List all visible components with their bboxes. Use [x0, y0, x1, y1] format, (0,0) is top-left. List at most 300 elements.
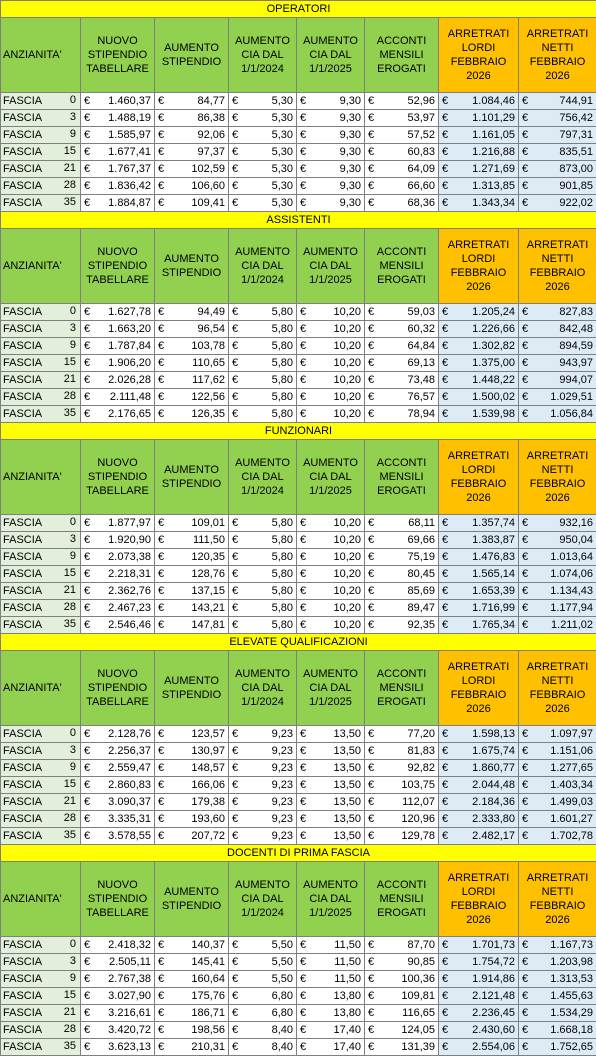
value-cell[interactable] — [519, 389, 596, 406]
value-cell[interactable] — [365, 760, 439, 777]
value-cell[interactable] — [519, 406, 596, 423]
value-cell[interactable] — [229, 195, 297, 212]
value-cell[interactable] — [297, 532, 365, 549]
value-cell[interactable] — [365, 110, 439, 127]
fascia-cell[interactable] — [1, 304, 81, 321]
fascia-cell[interactable] — [1, 195, 81, 212]
value-cell[interactable] — [519, 600, 596, 617]
value-cell[interactable] — [229, 726, 297, 743]
value-cell[interactable] — [229, 566, 297, 583]
value-cell[interactable] — [365, 794, 439, 811]
fascia-cell[interactable] — [1, 1005, 81, 1022]
value-cell[interactable] — [439, 532, 519, 549]
value-cell[interactable] — [519, 321, 596, 338]
fascia-cell[interactable] — [1, 372, 81, 389]
value-cell[interactable] — [365, 178, 439, 195]
value-cell[interactable] — [297, 178, 365, 195]
value-cell[interactable] — [365, 971, 439, 988]
value-cell[interactable] — [155, 127, 229, 144]
currency-symbol: € — [232, 829, 238, 843]
fascia-cell[interactable] — [1, 617, 81, 634]
value-cell[interactable] — [365, 389, 439, 406]
fascia-cell[interactable] — [1, 828, 81, 845]
value-cell[interactable] — [365, 1022, 439, 1039]
value-cell[interactable] — [519, 161, 596, 178]
value-cell[interactable] — [519, 338, 596, 355]
value-cell[interactable] — [155, 110, 229, 127]
value-cell[interactable] — [81, 110, 155, 127]
value-cell[interactable] — [81, 144, 155, 161]
value-cell[interactable] — [519, 1005, 596, 1022]
value-cell[interactable] — [297, 828, 365, 845]
fascia-label: FASCIA — [3, 779, 42, 791]
value-cell[interactable] — [155, 338, 229, 355]
fascia-cell[interactable] — [1, 971, 81, 988]
value-cell[interactable] — [155, 743, 229, 760]
value-cell[interactable] — [229, 811, 297, 828]
value-cell[interactable] — [297, 743, 365, 760]
value-cell[interactable] — [81, 1022, 155, 1039]
column-header: ARRETRATI LORDI FEBBRAIO 2026 — [439, 651, 519, 726]
value-cell[interactable] — [519, 617, 596, 634]
fascia-cell[interactable] — [1, 389, 81, 406]
currency-symbol: € — [158, 829, 164, 843]
value-cell[interactable] — [519, 811, 596, 828]
value-cell[interactable] — [81, 93, 155, 110]
value-cell[interactable] — [155, 566, 229, 583]
value-cell[interactable] — [439, 777, 519, 794]
currency-symbol: € — [158, 812, 164, 826]
fascia-cell[interactable] — [1, 743, 81, 760]
value-cell[interactable] — [229, 355, 297, 372]
amount: 92,06 — [197, 128, 225, 142]
value-cell[interactable] — [439, 988, 519, 1005]
value-cell[interactable] — [81, 372, 155, 389]
fascia-cell[interactable] — [1, 93, 81, 110]
value-cell[interactable] — [229, 338, 297, 355]
value-cell[interactable] — [81, 127, 155, 144]
value-cell[interactable] — [229, 389, 297, 406]
value-cell[interactable] — [81, 532, 155, 549]
fascia-cell[interactable] — [1, 583, 81, 600]
value-cell[interactable] — [439, 355, 519, 372]
value-cell[interactable] — [297, 1005, 365, 1022]
currency-symbol: € — [300, 618, 306, 632]
fascia-cell[interactable] — [1, 127, 81, 144]
value-cell[interactable] — [297, 726, 365, 743]
value-cell[interactable] — [365, 777, 439, 794]
currency-symbol: € — [232, 356, 238, 370]
value-cell[interactable] — [81, 566, 155, 583]
value-cell[interactable] — [155, 760, 229, 777]
value-cell[interactable] — [439, 583, 519, 600]
value-cell[interactable] — [81, 937, 155, 954]
fascia-cell[interactable] — [1, 110, 81, 127]
value-cell[interactable] — [439, 828, 519, 845]
value-cell[interactable] — [365, 617, 439, 634]
value-cell[interactable] — [155, 355, 229, 372]
value-cell[interactable] — [519, 178, 596, 195]
value-cell[interactable] — [229, 617, 297, 634]
column-header: NUOVO STIPENDIO TABELLARE — [81, 651, 155, 726]
value-cell[interactable] — [229, 406, 297, 423]
amount: 147,81 — [191, 618, 225, 632]
value-cell[interactable] — [439, 743, 519, 760]
value-cell[interactable] — [297, 338, 365, 355]
value-cell[interactable] — [81, 760, 155, 777]
value-cell[interactable] — [155, 811, 229, 828]
value-cell[interactable] — [519, 110, 596, 127]
value-cell[interactable] — [297, 600, 365, 617]
value-cell[interactable] — [229, 144, 297, 161]
amount: 9,23 — [272, 761, 293, 775]
value-cell[interactable] — [155, 937, 229, 954]
value-cell[interactable] — [297, 566, 365, 583]
value-cell[interactable] — [81, 726, 155, 743]
value-cell[interactable] — [155, 372, 229, 389]
value-cell[interactable] — [229, 1005, 297, 1022]
value-cell[interactable] — [365, 583, 439, 600]
value-cell[interactable] — [519, 304, 596, 321]
table-row — [1, 406, 596, 423]
value-cell[interactable] — [155, 954, 229, 971]
value-cell[interactable] — [229, 161, 297, 178]
value-cell[interactable] — [365, 304, 439, 321]
value-cell[interactable] — [155, 195, 229, 212]
value-cell[interactable] — [297, 321, 365, 338]
value-cell[interactable] — [155, 549, 229, 566]
value-cell[interactable] — [155, 583, 229, 600]
fascia-cell[interactable] — [1, 988, 81, 1005]
value-cell[interactable] — [81, 828, 155, 845]
value-cell[interactable] — [365, 515, 439, 532]
value-cell[interactable] — [81, 1039, 155, 1056]
value-cell[interactable] — [519, 726, 596, 743]
value-cell[interactable] — [519, 954, 596, 971]
value-cell[interactable] — [297, 389, 365, 406]
value-cell[interactable] — [229, 583, 297, 600]
value-cell[interactable] — [439, 1022, 519, 1039]
value-cell[interactable] — [365, 355, 439, 372]
value-cell[interactable] — [365, 321, 439, 338]
fascia-cell[interactable] — [1, 338, 81, 355]
value-cell[interactable] — [229, 1039, 297, 1056]
value-cell[interactable] — [81, 355, 155, 372]
value-cell[interactable] — [365, 811, 439, 828]
value-cell[interactable] — [519, 1039, 596, 1056]
value-cell[interactable] — [365, 743, 439, 760]
value-cell[interactable] — [229, 794, 297, 811]
currency-symbol: € — [84, 407, 90, 421]
value-cell[interactable] — [297, 406, 365, 423]
value-cell[interactable] — [439, 600, 519, 617]
value-cell[interactable] — [229, 600, 297, 617]
amount: 1.074,06 — [550, 567, 593, 581]
value-cell[interactable] — [81, 971, 155, 988]
fascia-cell[interactable] — [1, 777, 81, 794]
value-cell[interactable] — [81, 811, 155, 828]
value-cell[interactable] — [365, 549, 439, 566]
value-cell[interactable] — [297, 988, 365, 1005]
value-cell[interactable] — [439, 971, 519, 988]
value-cell[interactable] — [519, 515, 596, 532]
value-cell[interactable] — [439, 1039, 519, 1056]
value-cell[interactable] — [155, 1005, 229, 1022]
value-cell[interactable] — [439, 566, 519, 583]
value-cell[interactable] — [155, 971, 229, 988]
value-cell[interactable] — [439, 1005, 519, 1022]
fascia-cell[interactable] — [1, 144, 81, 161]
value-cell[interactable] — [155, 794, 229, 811]
value-cell[interactable] — [229, 760, 297, 777]
value-cell[interactable] — [229, 110, 297, 127]
value-cell[interactable] — [439, 811, 519, 828]
value-cell[interactable] — [439, 195, 519, 212]
value-cell[interactable] — [439, 144, 519, 161]
value-cell[interactable] — [519, 549, 596, 566]
value-cell[interactable] — [519, 583, 596, 600]
value-cell[interactable] — [155, 515, 229, 532]
value-cell[interactable] — [229, 321, 297, 338]
value-cell[interactable] — [297, 127, 365, 144]
currency-symbol: € — [522, 516, 528, 530]
value-cell[interactable] — [519, 1022, 596, 1039]
value-cell[interactable] — [81, 794, 155, 811]
value-cell[interactable] — [519, 777, 596, 794]
value-cell[interactable] — [439, 794, 519, 811]
fascia-cell[interactable] — [1, 954, 81, 971]
value-cell[interactable] — [155, 389, 229, 406]
value-cell[interactable] — [365, 127, 439, 144]
fascia-cell[interactable] — [1, 794, 81, 811]
value-cell[interactable] — [365, 532, 439, 549]
value-cell[interactable] — [365, 937, 439, 954]
value-cell[interactable] — [365, 144, 439, 161]
value-cell[interactable] — [297, 93, 365, 110]
value-cell[interactable] — [81, 988, 155, 1005]
value-cell[interactable] — [519, 355, 596, 372]
value-cell[interactable] — [229, 127, 297, 144]
value-cell[interactable] — [155, 828, 229, 845]
value-cell[interactable] — [439, 93, 519, 110]
fascia-cell[interactable] — [1, 321, 81, 338]
value-cell[interactable] — [81, 600, 155, 617]
value-cell[interactable] — [229, 971, 297, 988]
fascia-cell[interactable] — [1, 178, 81, 195]
value-cell[interactable] — [519, 828, 596, 845]
value-cell[interactable] — [229, 828, 297, 845]
value-cell[interactable] — [519, 971, 596, 988]
value-cell[interactable] — [229, 954, 297, 971]
value-cell[interactable] — [155, 144, 229, 161]
value-cell[interactable] — [229, 304, 297, 321]
value-cell[interactable] — [297, 617, 365, 634]
value-cell[interactable] — [297, 161, 365, 178]
fascia-cell[interactable] — [1, 406, 81, 423]
value-cell[interactable] — [519, 372, 596, 389]
value-cell[interactable] — [229, 743, 297, 760]
value-cell[interactable] — [519, 760, 596, 777]
value-cell[interactable] — [439, 617, 519, 634]
value-cell[interactable] — [365, 1005, 439, 1022]
value-cell[interactable] — [439, 760, 519, 777]
value-cell[interactable] — [81, 583, 155, 600]
value-cell[interactable] — [81, 406, 155, 423]
value-cell[interactable] — [229, 988, 297, 1005]
value-cell[interactable] — [439, 338, 519, 355]
value-cell[interactable] — [439, 726, 519, 743]
value-cell[interactable] — [519, 988, 596, 1005]
value-cell[interactable] — [229, 777, 297, 794]
value-cell[interactable] — [297, 355, 365, 372]
value-cell[interactable] — [439, 549, 519, 566]
value-cell[interactable] — [297, 549, 365, 566]
value-cell[interactable] — [81, 178, 155, 195]
value-cell[interactable] — [519, 743, 596, 760]
value-cell[interactable] — [155, 93, 229, 110]
value-cell[interactable] — [155, 726, 229, 743]
value-cell[interactable] — [365, 1039, 439, 1056]
fascia-cell[interactable] — [1, 600, 81, 617]
value-cell[interactable] — [365, 600, 439, 617]
value-cell[interactable] — [365, 406, 439, 423]
value-cell[interactable] — [155, 988, 229, 1005]
value-cell[interactable] — [81, 161, 155, 178]
value-cell[interactable] — [297, 760, 365, 777]
value-cell[interactable] — [297, 937, 365, 954]
value-cell[interactable] — [439, 321, 519, 338]
value-cell[interactable] — [365, 195, 439, 212]
value-cell[interactable] — [155, 532, 229, 549]
value-cell[interactable] — [439, 954, 519, 971]
currency-symbol: € — [84, 356, 90, 370]
value-cell[interactable] — [439, 389, 519, 406]
value-cell[interactable] — [519, 195, 596, 212]
fascia-cell[interactable] — [1, 1022, 81, 1039]
value-cell[interactable] — [155, 1039, 229, 1056]
value-cell[interactable] — [155, 777, 229, 794]
fascia-cell[interactable] — [1, 532, 81, 549]
fascia-cell[interactable] — [1, 549, 81, 566]
value-cell[interactable] — [365, 828, 439, 845]
value-cell[interactable] — [519, 794, 596, 811]
value-cell[interactable] — [297, 583, 365, 600]
value-cell[interactable] — [81, 549, 155, 566]
value-cell[interactable] — [439, 304, 519, 321]
value-cell[interactable] — [297, 1039, 365, 1056]
value-cell[interactable] — [155, 617, 229, 634]
value-cell[interactable] — [365, 161, 439, 178]
value-cell[interactable] — [229, 515, 297, 532]
value-cell[interactable] — [519, 144, 596, 161]
value-cell[interactable] — [365, 566, 439, 583]
value-cell[interactable] — [297, 144, 365, 161]
value-cell[interactable] — [439, 937, 519, 954]
value-cell[interactable] — [439, 372, 519, 389]
fascia-cell[interactable] — [1, 726, 81, 743]
value-cell[interactable] — [297, 372, 365, 389]
value-cell[interactable] — [519, 566, 596, 583]
value-cell[interactable] — [297, 777, 365, 794]
value-cell[interactable] — [229, 549, 297, 566]
value-cell[interactable] — [229, 532, 297, 549]
value-cell[interactable] — [297, 954, 365, 971]
value-cell[interactable] — [365, 954, 439, 971]
fascia-cell[interactable] — [1, 760, 81, 777]
value-cell[interactable] — [297, 1022, 365, 1039]
value-cell[interactable] — [365, 372, 439, 389]
value-cell[interactable] — [155, 304, 229, 321]
value-cell[interactable] — [81, 338, 155, 355]
value-cell[interactable] — [81, 304, 155, 321]
value-cell[interactable] — [519, 93, 596, 110]
value-cell[interactable] — [81, 743, 155, 760]
currency-symbol: € — [522, 533, 528, 547]
value-cell[interactable] — [155, 161, 229, 178]
value-cell[interactable] — [297, 304, 365, 321]
value-cell[interactable] — [297, 971, 365, 988]
value-cell[interactable] — [81, 321, 155, 338]
fascia-cell[interactable] — [1, 811, 81, 828]
value-cell[interactable] — [229, 372, 297, 389]
value-cell[interactable] — [297, 794, 365, 811]
value-cell[interactable] — [365, 726, 439, 743]
value-cell[interactable] — [81, 954, 155, 971]
value-cell[interactable] — [229, 178, 297, 195]
value-cell[interactable] — [519, 937, 596, 954]
value-cell[interactable] — [81, 777, 155, 794]
value-cell[interactable] — [81, 195, 155, 212]
fascia-cell[interactable] — [1, 566, 81, 583]
value-cell[interactable] — [229, 93, 297, 110]
value-cell[interactable] — [439, 178, 519, 195]
section-title-row — [1, 212, 596, 229]
value-cell[interactable] — [81, 515, 155, 532]
value-cell[interactable] — [155, 321, 229, 338]
value-cell[interactable] — [155, 600, 229, 617]
value-cell[interactable] — [81, 1005, 155, 1022]
fascia-cell[interactable] — [1, 161, 81, 178]
value-cell[interactable] — [439, 515, 519, 532]
value-cell[interactable] — [519, 532, 596, 549]
value-cell[interactable] — [519, 127, 596, 144]
value-cell[interactable] — [81, 389, 155, 406]
fascia-cell[interactable] — [1, 1039, 81, 1056]
value-cell[interactable] — [297, 195, 365, 212]
value-cell[interactable] — [365, 93, 439, 110]
amount: 9,30 — [340, 179, 361, 193]
value-cell[interactable] — [229, 937, 297, 954]
value-cell[interactable] — [439, 161, 519, 178]
value-cell[interactable] — [365, 338, 439, 355]
value-cell[interactable] — [297, 110, 365, 127]
value-cell[interactable] — [81, 617, 155, 634]
value-cell[interactable] — [439, 406, 519, 423]
currency-symbol: € — [442, 179, 448, 193]
value-cell[interactable] — [155, 178, 229, 195]
value-cell[interactable] — [155, 1022, 229, 1039]
value-cell[interactable] — [439, 127, 519, 144]
fascia-cell[interactable] — [1, 355, 81, 372]
fascia-cell[interactable] — [1, 937, 81, 954]
value-cell[interactable] — [229, 1022, 297, 1039]
value-cell[interactable] — [155, 406, 229, 423]
value-cell[interactable] — [297, 515, 365, 532]
value-cell[interactable] — [439, 110, 519, 127]
fascia-cell[interactable] — [1, 515, 81, 532]
value-cell[interactable] — [365, 988, 439, 1005]
value-cell[interactable] — [297, 811, 365, 828]
